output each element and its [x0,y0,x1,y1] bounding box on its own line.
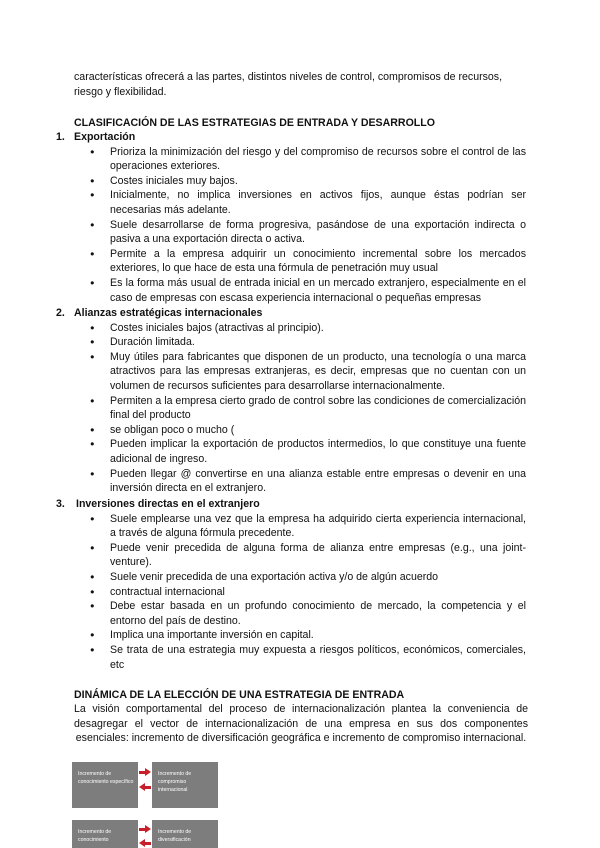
section-title-text: Alianzas estratégicas internacionales [74,307,263,319]
heading-clasificacion: CLASIFICACIÓN DE LAS ESTRATEGIAS DE ENTRADA Y DESARROLLO [74,117,435,129]
list-item: ● Costes iniciales muy bajos. [56,174,526,189]
list-item: ● Puede venir precedida de alguna forma de alianza entre empresas (e.g., una joint-venture). [56,541,526,570]
list-item: ● Prioriza la minimización del riesgo y del compromiso de recursos sobre el control de las operaciones exteriores. [56,145,526,174]
list-item: ● Suele emplearse una vez que la empresa ha adquirido cierta experiencia internacional, a través de alguna fórmula precedente. [56,512,526,541]
section-number: 3. [56,498,65,510]
arrow-right-icon [145,768,151,776]
list-item: ● Permite a la empresa adquirir un conocimiento incremental sobre los mercados exteriores, lo que hace de esta una fórmula de penetración muy usual [56,247,526,276]
list-item: ● se obligan poco o mucho ( [56,423,526,438]
list-item: ● Es la forma más usual de entrada inicial en un mercado extranjero, especialmente en el caso de empresas con escasa experiencia internacional o pequeñas empresas [56,276,526,305]
intro-paragraph: características ofrecerá a las partes, distintos niveles de control, compromisos de recursos, riesgo y flexibilidad. [74,71,503,98]
heading-dinamica: DINÁMICA DE LA ELECCIÓN DE UNA ESTRATEGIA DE ENTRADA [74,689,405,701]
section-title [56,497,526,512]
section-inversiones [56,497,526,672]
list-item: ● Muy útiles para fabricantes que disponen de un producto, una tecnología o una marca atractivos para las empresas extranjeras, es decir, empresas que no cuentan con un volumen de recursos suficientes para desarrollarse internacionalmente. [56,350,526,394]
bullet-list [56,321,526,496]
list-item: ● Permiten a la empresa cierto grado de control sobre las condiciones de comercialización final del producto [56,394,526,423]
list-item: ● contractual internacional [56,585,526,600]
list-item: ● Pueden llegar @ convertirse en una alianza estable entre empresas o devenir en una inversión directa en el extranjero. [56,467,526,496]
section-title-text: Inversiones directas en el extranjero [76,498,260,510]
diagram-box-compromiso: Incremento de compromiso internacional [152,762,218,808]
list-item: ● Inicialmente, no implica inversiones en activos fijos, aunque éstas podrían ser necesarias más adelante. [56,188,526,217]
arrow-stem [145,786,151,789]
section-alianzas [56,306,526,496]
list-item: ● Suele desarrollarse de forma progresiva, pasándose de una exportación indirecta o pasiva a una exportación directa o activa. [56,218,526,247]
diagram-box-diversificacion: Incremento de diversificación [152,820,218,848]
diagram-box-conocimiento: Incremento de conocimiento [72,820,138,848]
bullet-list [56,145,526,306]
list-item: ● Se trata de una estrategia muy expuesta a riesgos políticos, económicos, comerciales, etc [56,643,526,672]
diagram-box-conocimiento-especifico: Incremento de conocimiento específico [72,762,138,808]
internationalization-diagram [72,762,218,848]
bullet-list [56,512,526,673]
dinamica-paragraph: La visión comportamental del proceso de internacionalización plantea la conveniencia de desagregar el vector de internacionalización de una empresa en sus dos componentes esenciales: incremento de diversificación geográfica e incremento de compromiso internacional. [74,703,528,745]
section-exportacion [56,130,526,305]
list-item: ● Debe estar basada en un profundo conocimiento de mercado, la competencia y el entorno del país de destino. [56,599,526,628]
section-title [56,130,526,145]
list-item: ● Suele venir precedida de una exportación activa y/o de algún acuerdo [56,570,526,585]
list-item: ● Implica una importante inversión en capital. [56,628,526,643]
arrow-right-icon [145,825,151,833]
list-item: ● Duración limitada. [56,335,526,350]
list-item: ● Pueden implicar la exportación de productos intermedios, lo que constituye una fuente adicional de ingreso. [56,437,526,466]
section-number: 1. [56,131,65,143]
section-number: 2. [56,307,65,319]
list-item: ● Costes iniciales bajos (atractivas al principio). [56,321,526,336]
section-title [56,306,526,321]
arrow-stem [145,842,151,845]
section-title-text: Exportación [74,131,136,143]
